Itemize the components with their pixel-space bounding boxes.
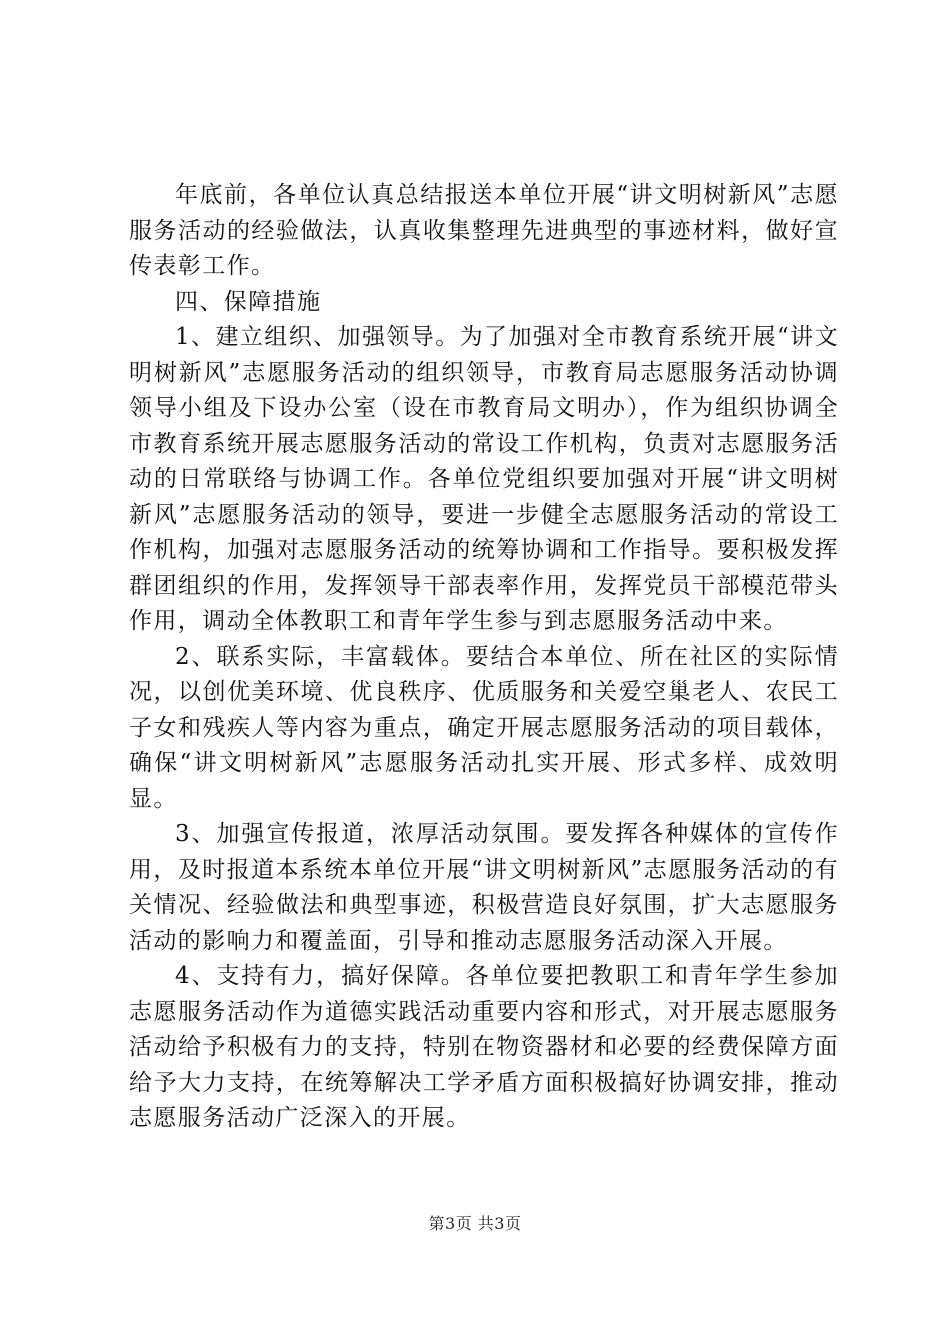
paragraph-organization: 1、建立组织、加强领导。为了加强对全市教育系统开展“讲文明树新风”志愿服务活动的组织领导，市教育局志愿服务活动协调领导小组及下设办公室（设在市教育局文明办），作为组织协调全市教育系统开展志愿服务活动的常设工作机构，负责对志愿服务活动的日常联络与协调工作。各单位党组织要加强对开展“讲文明树新风”志愿服务活动的领导，要进一步健全志愿服务活动的常设工作机构，加强对志愿服务活动的统筹协调和工作指导。要积极发挥群团组织的作用，发挥领导干部表率作用，发挥党员干部模范带头作用，调动全体教职工和青年学生参与到志愿服务活动中来。 [129,324,839,634]
page-footer: 第3页 共3页 [428,1214,522,1233]
paragraph-support: 4、支持有力，搞好保障。各单位要把教职工和青年学生参加志愿服务活动作为道德实践活动重要内容和形式，对开展志愿服务活动给予积极有力的支持，特别在物资器材和必要的经费保障方面给予大力支持，在统筹解决工学矛盾方面积极搞好协调安排，推动志愿服务活动广泛深入的开展。 [129,963,839,1131]
document-body [129,178,839,1137]
paragraph-carriers: 2、联系实际，丰富载体。要结合本单位、所在社区的实际情况，以创优美环境、优良秩序、优质服务和关爱空巢老人、农民工子女和残疾人等内容为重点，确定开展志愿服务活动的项目载体，确保“讲文明树新风”志愿服务活动扎实开展、形式多样、成效明显。 [129,643,839,812]
paragraph-summary: 年底前，各单位认真总结报送本单位开展“讲文明树新风”志愿服务活动的经验做法，认真收集整理先进典型的事迹材料，做好宣传表彰工作。 [129,182,839,279]
section-heading-safeguards: 四、保障措施 [175,288,322,315]
paragraph-publicity: 3、加强宣传报道，浓厚活动氛围。要发挥各种媒体的宣传作用，及时报道本系统本单位开展“讲文明树新风”志愿服务活动的有关情况、经验做法和典型事迹，积极营造良好氛围，扩大志愿服务活动的影响力和覆盖面，引导和推动志愿服务活动深入开展。 [129,821,839,954]
